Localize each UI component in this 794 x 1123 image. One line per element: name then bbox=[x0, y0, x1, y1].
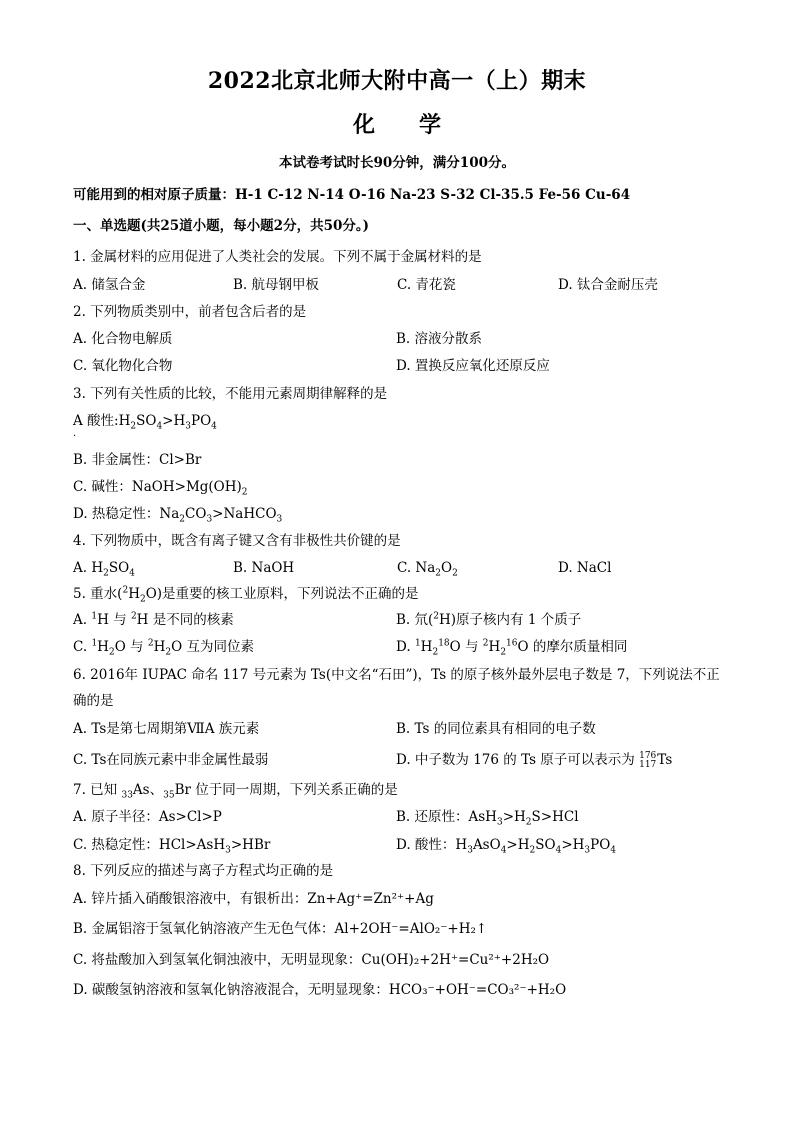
subject-char-2: 学 bbox=[419, 112, 442, 138]
q7-stem-pre: 7. 已知 bbox=[73, 782, 122, 798]
q6-d-pre: D. 中子数为 176 的 Ts 原子可以表示为 bbox=[396, 752, 635, 768]
subject-heading bbox=[0, 108, 794, 139]
q6-option-d bbox=[396, 751, 672, 770]
q7-b-pre: B. 还原性：AsH bbox=[396, 809, 497, 825]
subject-char-1: 化 bbox=[352, 112, 375, 138]
q7-stem-post: Br 位于同一周期，下列关系正确的是 bbox=[174, 782, 398, 798]
q7-stem-as: As、 bbox=[132, 782, 164, 798]
q1-option-a: A. 储氢合金 bbox=[73, 277, 146, 293]
q5-a-end: H 是不同的核素 bbox=[136, 612, 234, 628]
q8-stem: 8. 下列反应的描述与离子方程式均正确的是 bbox=[73, 863, 334, 879]
q6-option-c: C. Ts在同族元素中非金属性最弱 bbox=[73, 752, 269, 768]
q4-option-c: C. $Na_2O_2$ bbox=[397, 560, 458, 579]
q3-d-label: D. 热稳定性：Na bbox=[73, 506, 180, 522]
q4-c-label: C. Na bbox=[397, 560, 436, 576]
q5-stem-post: O)是重要的核工业原料，下列说法不正确的是 bbox=[145, 586, 419, 602]
q8-option-b: B. 金属铝溶于氢氧化钠溶液产生无色气体：Al+2OH⁻=AlO₂⁻+H₂↑ bbox=[73, 921, 488, 937]
q3-a-label: A 酸性: bbox=[73, 413, 119, 429]
q5-option-a: A. $^1$H 与 $^2$H 是不同的核素 bbox=[73, 611, 234, 628]
q3-dot-mark: · bbox=[73, 431, 77, 442]
q2-stem: 2. 下列物质类别中，前者包含后者的是 bbox=[73, 304, 307, 320]
q6-option-a: A. Ts是第七周期第ⅦA 族元素 bbox=[73, 721, 260, 737]
q8-option-c: C. 将盐酸加入到氢氧化铜浊液中，无明显现象：Cu(OH)₂+2H⁺=Cu²⁺+2H₂O bbox=[73, 952, 550, 968]
q5-stem: 5. 重水$(^2H_2O)$是重要的核工业原料，下列说法不正确的是 bbox=[73, 585, 419, 605]
q1-option-b: B. 航母钢甲板 bbox=[233, 277, 320, 293]
q3-option-a: A 酸性$:H_2SO_4>H_3PO_4$ bbox=[73, 413, 217, 432]
q4-option-b: B. NaOH bbox=[233, 560, 295, 576]
q4-a-label: A. H bbox=[73, 560, 104, 576]
q5-d-end: O 的摩尔质量相同 bbox=[517, 639, 628, 655]
q5-c-end: O 互为同位素 bbox=[171, 639, 254, 655]
q8-option-d: D. 碳酸氢钠溶液和氢氧化钠溶液混合，无明显现象：HCO₃⁻+OH⁻=CO₃²⁻+H₂O bbox=[73, 982, 567, 998]
q3-c-label: C. 碱性：NaOH>Mg(OH) bbox=[73, 479, 242, 495]
q6-stem-line-1: 6. 2016年 IUPAC 命名 117 号元素为 Ts(中文名“石田”)，Ts 的原子核外最外层电子数是 7，下列说法不正 bbox=[73, 667, 720, 683]
q5-option-c: C. $^1H_2O$ 与 $^2H_2O$ 互为同位素 bbox=[73, 638, 254, 658]
q7-c-pre: C. 热稳定性：HCl>AsH bbox=[73, 837, 226, 853]
q6-d-symbol: Ts bbox=[657, 752, 673, 768]
q5-b-pre: B. 氘( bbox=[396, 612, 434, 628]
q5-option-d: D. $^1H_2^{18}O$ 与 $^2H_2^{16}O$ 的摩尔质量相同 bbox=[396, 638, 628, 658]
q2-option-a: A. 化合物电解质 bbox=[73, 331, 173, 347]
q5-c-mid: O 与 bbox=[114, 639, 148, 655]
q7-z-as: 33 bbox=[121, 790, 133, 801]
q7-d-pre: D. 酸性：H bbox=[396, 837, 468, 853]
q4-option-d: D. NaCl bbox=[558, 560, 612, 576]
q5-a-mid: H 与 bbox=[97, 612, 131, 628]
exam-title: 2022北京北师大附中高一（上）期末 bbox=[207, 68, 587, 94]
q2-option-b: B. 溶液分散系 bbox=[396, 331, 483, 347]
q1-option-c: C. 青花瓷 bbox=[397, 277, 456, 293]
q1-stem: 1. 金属材料的应用促进了人类社会的发展。下列不属于金属材料的是 bbox=[73, 249, 482, 265]
q5-d-pre: D. bbox=[396, 639, 415, 655]
q6-stem-line-2: 确的是 bbox=[73, 693, 114, 709]
q1-option-d: D. 钛合金耐压壳 bbox=[558, 277, 658, 293]
q3-option-c: C. 碱性：$NaOH>Mg(OH)_2$ bbox=[73, 479, 248, 498]
q2-option-d: D. 置换反应氧化还原反应 bbox=[396, 358, 550, 374]
q7-option-a: A. 原子半径：As>Cl>P bbox=[73, 809, 222, 825]
q7-stem bbox=[73, 781, 398, 799]
atomic-masses: 可能用到的相对原子质量：H-1 C-12 N-14 O-16 Na-23 S-32 Cl-35.5 Fe-56 Cu-64 bbox=[73, 187, 631, 203]
q3-option-d: D. 热稳定性：$Na_2CO_3>NaHCO_3$ bbox=[73, 506, 283, 525]
q5-option-b: B. 氘($^2$H)原子核内有 1 个质子 bbox=[396, 611, 582, 628]
q5-b-post: H)原子核内有 1 个质子 bbox=[439, 612, 582, 628]
q3-stem: 3. 下列有关性质的比较，不能用元素周期律解释的是 bbox=[73, 386, 388, 402]
nuclide-atomic-number: 117 bbox=[639, 759, 657, 770]
q7-option-c: C. 热稳定性：HCl>AsH$_3$>HBr bbox=[73, 837, 271, 856]
section-heading: 一、单选题(共25道小题，每小题2分，共50分。) bbox=[73, 218, 369, 234]
q8-option-a: A. 锌片插入硝酸银溶液中，有银析出：Zn+Ag⁺=Zn²⁺+Ag bbox=[73, 891, 434, 907]
nuclide-mass-number: 176 bbox=[639, 750, 657, 761]
q5-c-pre: C. bbox=[73, 639, 92, 655]
exam-duration: 本试卷考试时长90分钟，满分100分。 bbox=[279, 155, 515, 171]
q5-stem-pre: 5. 重水( bbox=[73, 586, 123, 602]
q7-option-d: D. 酸性：$H_3AsO_4>H_2SO_4>H_3PO_4$ bbox=[396, 837, 617, 856]
q2-option-c: C. 氧化物化合物 bbox=[73, 358, 173, 374]
q7-option-b: B. 还原性：$AsH_3>H_2S>HCl$ bbox=[396, 809, 579, 828]
q3-option-b: B. 非金属性：Cl>Br bbox=[73, 452, 202, 468]
q6-option-b: B. Ts 的同位素具有相同的电子数 bbox=[396, 721, 596, 737]
q7-z-br: 35 bbox=[163, 790, 175, 801]
nuclide-notation bbox=[639, 752, 656, 770]
q4-option-a: A. $H_2SO_4$ bbox=[73, 560, 135, 579]
q4-stem: 4. 下列物质中，既含有离子键又含有非极性共价键的是 bbox=[73, 533, 401, 549]
